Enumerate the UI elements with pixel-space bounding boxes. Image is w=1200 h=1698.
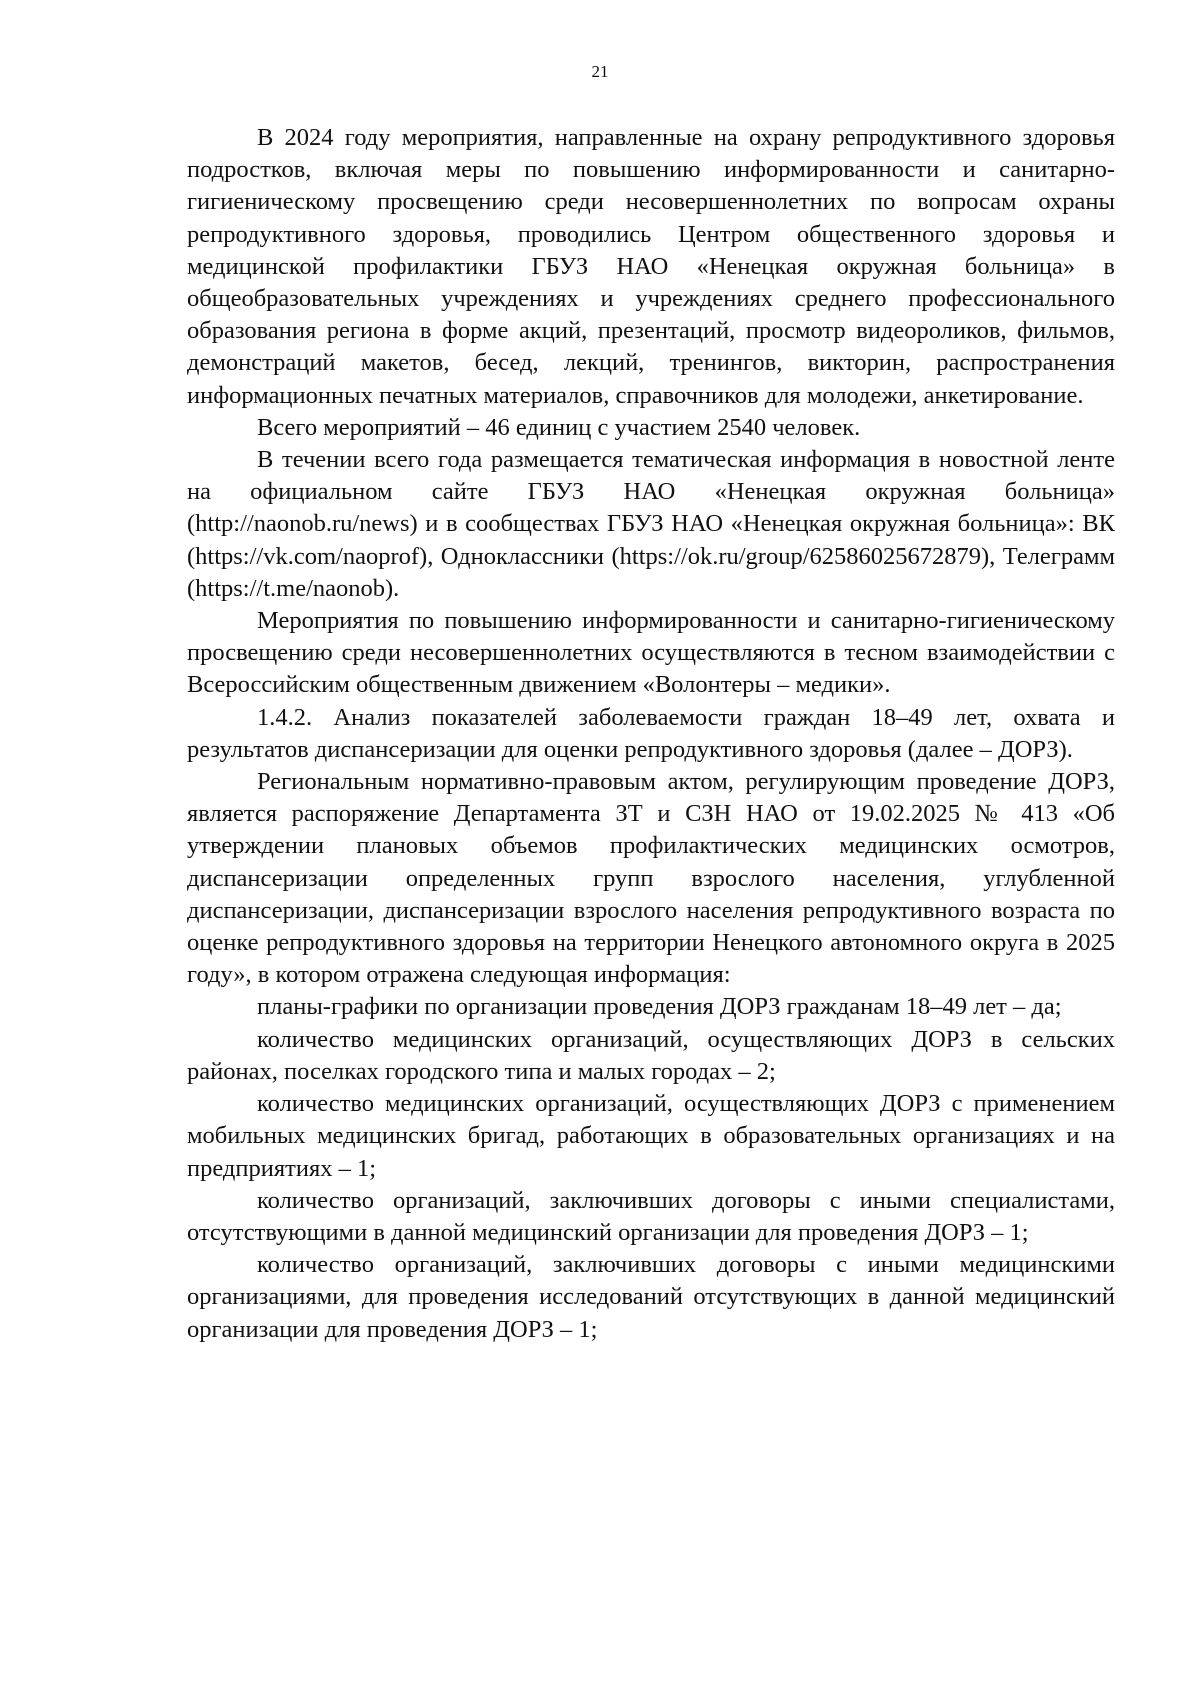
paragraph-volunteers-cooperation: Мероприятия по повышению информированности и санитарно-гигиеническому просвещению среди несовершеннолетних осуществляются в тесном взаимодействии с Всероссийским общественным движением «Волонтеры – медики». [187,607,1115,699]
list-item-organization-contracts: количество организаций, заключивших договоры с иными медицинскими организациями, для проведения исследований отсутствующих в данной медицинский организации для проведения ДОРЗ – 1; [187,1251,1115,1343]
list-item-specialist-contracts: количество организаций, заключивших договоры с иными специалистами, отсутствующими в данной медицинский организации для проведения ДОРЗ – 1; [187,1186,1115,1246]
paragraph-online-information: В течении всего года размещается тематическая информация в новостной ленте на официальном сайте ГБУЗ НАО «Ненецкая окружная больница» (http://naonob.ru/news) и в сообществах ГБУЗ НАО «Ненецкая окружная больница»: ВК (https://vk.com/naoprof), Одноклассники (https://ok.ru/group/62586025672879), Телеграмм (https://t.me/naonob). [187,446,1115,602]
body-text [187,122,1115,1346]
page-number: 21 [591,62,609,81]
paragraph-events-total: Всего мероприятий – 46 единиц с участием 2540 человек. [257,413,861,441]
list-item-mobile-teams: количество медицинских организаций, осуществляющих ДОРЗ с применением мобильных медицинских бригад, работающих в образовательных организациях и на предприятиях – 1; [187,1090,1115,1182]
paragraph-regional-act: Региональным нормативно-правовым актом, регулирующим проведение ДОРЗ, является распоряжение Департамента ЗТ и СЗН НАО от 19.02.2025 № 413 «Об утверждении плановых объемов профилактических медицинских осмотров, диспансеризации определенных групп взрослого населения, углубленной диспансеризации, диспансеризации взрослого населения репродуктивного возраста по оценке репродуктивного здоровья на территории Ненецкого автономного округа в 2025 году», в котором отражена следующая информация: [187,768,1115,989]
section-heading-1-4-2: 1.4.2. Анализ показателей заболеваемости граждан 18–49 лет, охвата и результатов диспансеризации для оценки репродуктивного здоровья (далее – ДОРЗ). [187,703,1115,763]
list-item-rural-organizations: количество медицинских организаций, осуществляющих ДОРЗ в сельских районах, поселках городского типа и малых городах – 2; [187,1025,1115,1085]
paragraph-reproductive-health-events: В 2024 году мероприятия, направленные на охрану репродуктивного здоровья подростков, включая меры по повышению информированности и санитарно-гигиеническому просвещению среди несовершеннолетних по вопросам охраны репродуктивного здоровья, проводились Центром общественного здоровья и медицинской профилактики ГБУЗ НАО «Ненецкая окружная больница» в общеобразовательных учреждениях и учреждениях среднего профессионального образования региона в форме акций, презентаций, просмотр видеороликов, фильмов, демонстраций макетов, бесед, лекций, тренингов, викторин, распространения информационных печатных материалов, справочников для молодежи, анкетирование. [187,124,1115,409]
list-item-schedules: планы-графики по организации проведения ДОРЗ гражданам 18–49 лет – да; [257,993,1062,1021]
